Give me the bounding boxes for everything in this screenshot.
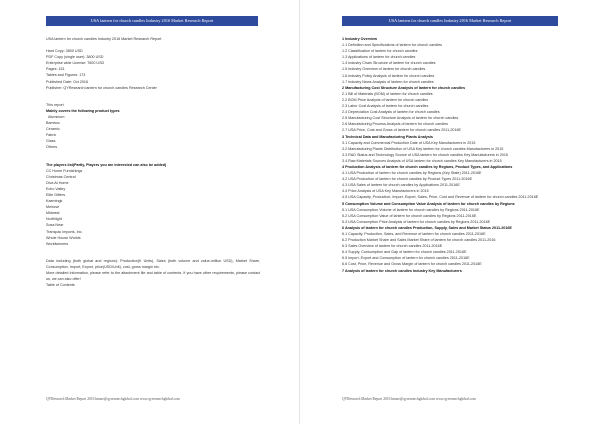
player-item: Northlight: [46, 217, 62, 222]
report-page-right: [300, 0, 600, 424]
players-list: [46, 168, 260, 247]
player-item: Midwest: [46, 211, 60, 216]
player-item: Melrose: [46, 205, 60, 210]
toc-entry: 1.4 Industry Chain Structure of lantern for church candles: [342, 61, 436, 66]
price-item: Hard Copy: 3800 USD: [46, 49, 83, 54]
player-item: Transpac Imports, Inc.: [46, 229, 83, 234]
player-item: Kaemingk: [46, 199, 63, 204]
report-title-line: USA lantern for church candles Industry 2016 Market Research Report: [46, 37, 162, 41]
player-item: Christmas Central: [46, 174, 76, 179]
player-item: Echo Valley: [46, 186, 66, 191]
toc-label: Table of Contents: [46, 283, 75, 288]
page-header-banner: USA lantern for church candles Industry 2016 Market Research Report: [342, 16, 558, 26]
toc-entry: 2.1 Bill of Materials (BOM) of lantern for church candles: [342, 91, 433, 96]
toc-entry: 1.2 Classification of lantern for church candles: [342, 49, 418, 54]
product-types-list: [46, 114, 260, 151]
toc-entry: 6.6 Cost, Price, Revenue and Gross Margin of lantern for church candles 2011-2016E: [342, 262, 482, 267]
product-type-item: Glass: [46, 139, 56, 144]
page-header-banner: USA lantern for church candles Industry 2016 Market Research Report: [46, 16, 258, 26]
toc-chapter-heading: 3 Technical Data and Manufacturing Plants Analysis: [342, 134, 433, 139]
toc-entry: 5.2 USA Consumption Value of lantern for church candles by Regions 2011-2016E: [342, 213, 477, 218]
toc-entry: 2.7 USA Price, Cost and Gross of lantern for church candles 2011-2016E: [342, 128, 462, 133]
toc-entry: 2.6 Manufacturing Process Analysis of lantern for church candles: [342, 122, 448, 127]
toc-entry: 2.5 Manufacturing Cost Structure Analysis of lantern for church candles: [342, 116, 459, 121]
toc-entry: 5.3 USA Consumption Price Analysis of lantern for church candles by Regions 2011-2016E: [342, 219, 491, 224]
toc-entry: 3.4 Raw Materials Sources Analysis of USA lantern for church candles Key Manufacturers in 2015: [342, 158, 502, 163]
more-info-paragraph: More detailed information, please refer to the attachment file and table of contents. If you have other requirements, please contact us, we can also offer!: [46, 271, 260, 282]
toc-chapter-heading: 5 Consumption Volume and Consumption Value Analysis of lantern for church candles by Regions: [342, 201, 515, 206]
player-item: Worldwinners: [46, 241, 69, 246]
toc-entry: 4.2 USA Production of lantern for church candles by Product Types 2011-2016E: [342, 177, 473, 182]
price-item: Enterprise wide License: 7600 USD: [46, 61, 105, 66]
toc-entry: 4.5 USA Capacity, Production, Import, Export, Sales, Price, Cost and Revenue of lantern for church candles 2011-2016E: [342, 195, 539, 200]
toc-entry: 2.2 BOM Price Analysis of lantern for church candles: [342, 97, 429, 102]
product-type-item: Fabric: [46, 133, 57, 138]
price-list: [46, 48, 260, 91]
price-item: PDF Copy (single user): 3800 USD: [46, 55, 104, 60]
player-item: CC Home Furnishings: [46, 168, 83, 173]
toc-chapter-heading: 1 Industry Overview: [342, 37, 378, 41]
data-paragraph: Data including (both global and regions): Production(K Units), Sales (both volume and value-million USD), Market Share, Consumption, Import, Export, price(USD/Unit), cost, gross margin etc.: [46, 258, 260, 269]
toc-entry: 6.1 Capacity, Production, Sales, and Revenue of lantern for church candles 2011-2016E: [342, 232, 486, 236]
player-item: Elite Gifters: [46, 192, 66, 197]
page-footer: QYResearch Market Report 2016 hmarr@qyresearchglobal.com www.qyresearchglobal.com: [342, 397, 476, 401]
toc-entry: 4.3 USA Sales of lantern for church candles by Applications 2011-2016E: [342, 183, 460, 188]
toc-entry: 2.3 Labor Cost Analysis of lantern for church candles: [342, 104, 429, 109]
toc-entry: 6.4 Supply, Consumption and Gap of lantern for church candles 2011-2016E: [342, 250, 467, 255]
toc-entry: 2.4 Depreciation Cost Analysis of lantern for church candles: [342, 110, 440, 115]
toc-entry: 6.3 Sales Overview of lantern for church candles 2011-2016E: [342, 244, 443, 249]
product-type-item: Ceramic: [46, 127, 60, 132]
product-type-item: Aluminum: [48, 114, 65, 119]
toc-chapter-heading: 4 Production Analysis of lantern for church candles by Regions, Product Types, and Applications: [342, 164, 513, 169]
toc-chapter-heading: 2 Manufacturing Cost Structure Analysis of lantern for church candles: [342, 85, 466, 90]
player-item: Diva At Home: [46, 180, 69, 185]
toc-entry: 3.1 Capacity and Commercial Production Date of USA Key Manufacturers in 2015: [342, 140, 476, 145]
toc-chapter-heading: 7 Analysis of lantern for church candles Industry Key Manufacturers: [342, 268, 462, 273]
product-type-item: Others: [46, 145, 58, 150]
report-summary: [46, 36, 260, 288]
player-item: Sosa Near: [46, 223, 64, 228]
toc-entry: 1.3 Applications of lantern for church candles: [342, 55, 416, 60]
toc-entry: 1.1 Definition and Specifications of lantern for church candles: [342, 43, 443, 48]
toc-entry: 1.5 Industry Overview of lantern for church candles: [342, 67, 426, 72]
toc-entry: 5.1 USA Consumption Volume of lantern for church candles by Regions 2011-2016E: [342, 207, 480, 212]
toc-entry: 6.5 Import, Export and Consumption of lantern for church candles 2011-2016E: [342, 256, 470, 261]
toc-entry: 4.1 USA Production of lantern for church candles by Regions (Key State) 2011-2016E: [342, 171, 482, 176]
table-of-contents: [342, 36, 558, 274]
toc-entry: 1.7 Industry News Analysis of lantern for church candles: [342, 79, 434, 84]
toc-entry: 1.6 Industry Policy Analysis of lantern for church candles: [342, 73, 435, 78]
toc-entry: 6.2 Production Market Share and Sales Market Share of lantern for church candles 2011-2016: [342, 238, 496, 243]
product-types-heading: Mainly covers the following product types: [46, 108, 120, 113]
publisher: Publisher: QYResearch lantern for church candles Research Center: [46, 85, 157, 90]
page-footer: QYResearch Market Report 2016 hmarr@qyresearchglobal.com www.qyresearchglobal.com: [46, 397, 180, 401]
players-heading: The players list(Partly, Players you are interested can also be added): [46, 162, 167, 167]
pages-count: Pages: 151: [46, 67, 65, 72]
toc-entry: 3.2 Manufacturing Plants Distribution of USA Key lantern for church candles Manufacturers in 2015: [342, 146, 504, 151]
report-intro: This report: [46, 102, 64, 107]
tables-figures-count: Tables and Figures: 173: [46, 73, 86, 78]
player-item: Whole House Worlds: [46, 235, 81, 240]
toc-entry: 3.3 R&D Status and Technology Source of USA lantern for church candles Key Manufacturers in 2015: [342, 152, 508, 157]
toc-chapter-heading: 6 Analysis of lantern for church candles Production, Supply, Sales and Market Status 2011-2016E: [342, 225, 512, 230]
product-type-item: Bamboo: [46, 121, 60, 126]
toc-entry: 4.4 Price Analysis of USA Key Manufacturers in 2015: [342, 189, 429, 194]
published-date: Published Date: Oct 2016: [46, 79, 89, 84]
